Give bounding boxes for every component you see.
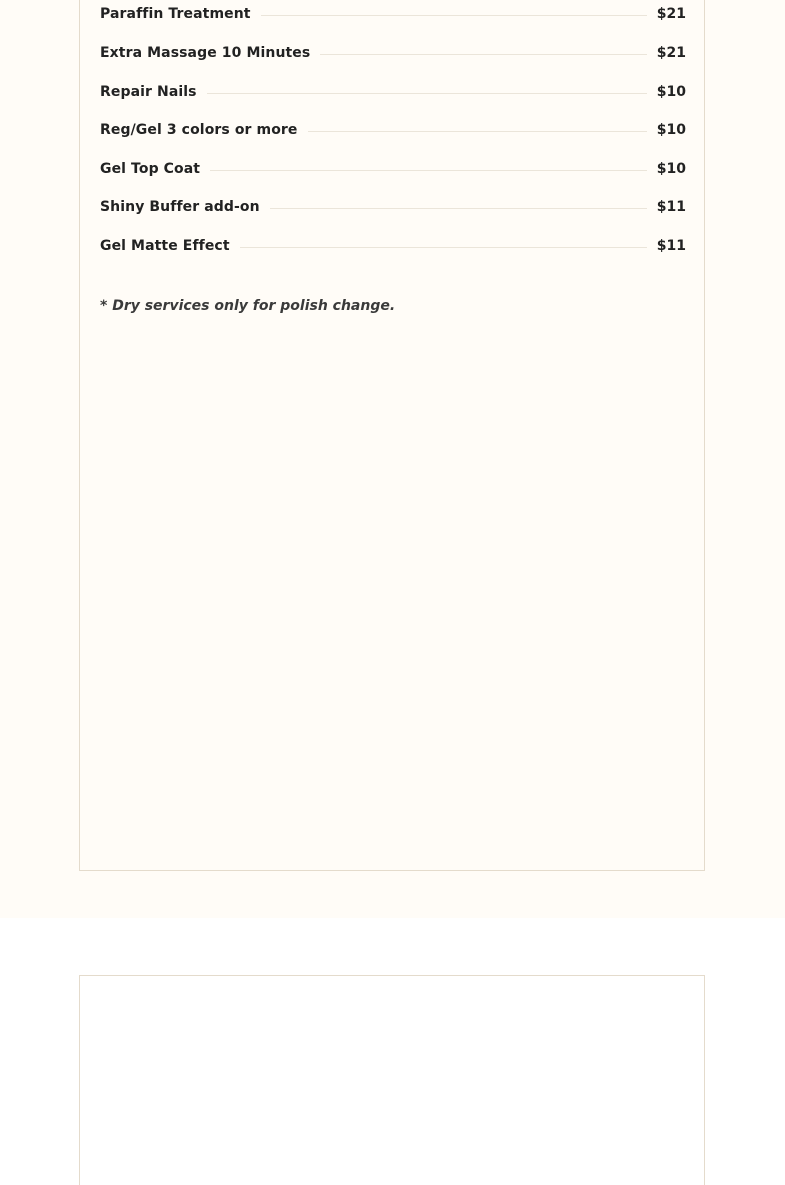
service-item-gel-matte-effect [100, 235, 686, 257]
service-price: $21 [656, 45, 686, 61]
service-item-reg-gel-colors [100, 119, 686, 141]
service-name: Gel Matte Effect [100, 238, 230, 254]
service-item-shiny-buffer [100, 196, 686, 218]
service-price: $21 [656, 6, 686, 22]
service-name: Paraffin Treatment [100, 6, 251, 22]
polish-change-note: * Dry services only for polish change. [100, 298, 396, 314]
dotted-leader [320, 54, 646, 55]
service-name: Gel Top Coat [100, 161, 201, 177]
service-name: Repair Nails [100, 84, 197, 100]
service-item-paraffin-treatment [100, 3, 686, 25]
service-price: $10 [656, 84, 686, 100]
dotted-leader [240, 247, 647, 248]
service-item-repair-nails [100, 81, 686, 103]
service-item-gel-top-coat [100, 158, 686, 180]
service-price: $10 [656, 161, 686, 177]
next-services-card [79, 975, 705, 1185]
dotted-leader [270, 208, 647, 209]
service-name: Shiny Buffer add-on [100, 199, 260, 215]
service-name: Extra Massage 10 Minutes [100, 45, 311, 61]
service-name: Reg/Gel 3 colors or more [100, 122, 298, 138]
dotted-leader [308, 131, 647, 132]
dotted-leader [261, 15, 647, 16]
service-price: $11 [656, 238, 686, 254]
service-price: $10 [656, 122, 686, 138]
dotted-leader [207, 93, 647, 94]
dotted-leader [210, 170, 647, 171]
service-price: $11 [656, 199, 686, 215]
service-item-extra-massage [100, 42, 686, 64]
